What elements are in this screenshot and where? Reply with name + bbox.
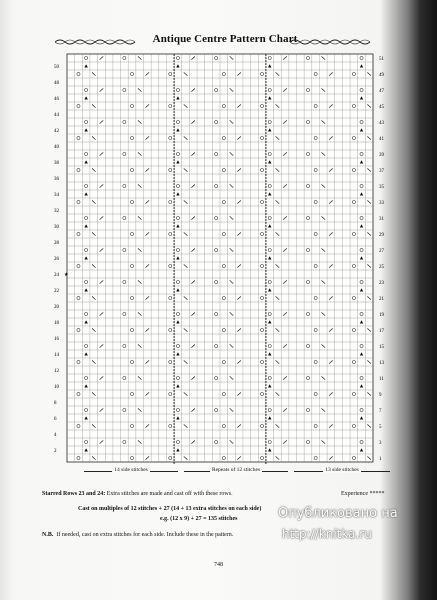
row-label-right: 3 (379, 441, 382, 446)
row-label-right: 5 (379, 425, 382, 430)
row-label-right: 51 (379, 57, 384, 62)
row-label-left: 24 (54, 273, 59, 278)
row-label-left: 6 (54, 417, 57, 422)
row-label-right: 33 (379, 201, 384, 206)
row-label-left: 10 (54, 385, 59, 390)
row-label-left: 32 (54, 209, 59, 214)
row-label-left: 42 (54, 129, 59, 134)
row-label-right: 31 (379, 217, 384, 222)
row-label-right: 35 (379, 185, 384, 190)
nb-note: N.B. If needed, cast on extra stitches for each side. Include these in the pattern. (42, 532, 234, 538)
row-label-right: 11 (379, 377, 384, 382)
row-label-right: 43 (379, 121, 384, 126)
row-label-left: 44 (54, 113, 59, 118)
row-label-right: 17 (379, 329, 384, 334)
row-label-right: 1 (379, 457, 382, 462)
row-label-left: 22 (54, 289, 59, 294)
stitch-range-indicators (84, 467, 394, 479)
cast-on-instruction: Cast on multiples of 12 stitches + 27 (14 + 13 extra stitches on each side) (78, 506, 262, 512)
row-label-left: 28 (54, 241, 59, 246)
row-label-right: 25 (379, 265, 384, 270)
knitting-chart-grid (53, 52, 403, 464)
row-label-left: 38 (54, 161, 59, 166)
row-label-left: 40 (54, 145, 59, 150)
row-label-right: 45 (379, 105, 384, 110)
row-label-right: 37 (379, 169, 384, 174)
row-label-right: 21 (379, 297, 384, 302)
row-label-right: 7 (379, 409, 382, 414)
watermark-line-1: Опубликовано на (278, 506, 398, 521)
left-side-range: 14 side stitches (114, 467, 148, 473)
row-label-left: 4 (54, 433, 57, 438)
row-label-left: 20 (54, 305, 59, 310)
knitting-chart (53, 52, 403, 469)
row-label-right: 23 (379, 281, 384, 286)
right-title-ornament (290, 38, 372, 46)
row-label-right: 39 (379, 153, 384, 158)
star-icon: ★ (64, 272, 69, 278)
row-label-left: 34 (54, 193, 59, 198)
row-label-right: 13 (379, 361, 384, 366)
row-label-left: 18 (54, 321, 59, 326)
row-label-left: 8 (54, 401, 57, 406)
row-label-left: 48 (54, 81, 59, 86)
page-number: 748 (214, 562, 223, 568)
row-label-left: 36 (54, 177, 59, 182)
starred-rows-note: Starred Rows 23 and 24: Extra stitches are made and cast off with these rows. (42, 491, 233, 497)
row-label-left: 12 (54, 369, 59, 374)
row-label-right: 47 (379, 89, 384, 94)
watermark-line-2: http://knitka.ru (282, 527, 372, 541)
row-label-right: 41 (379, 137, 384, 142)
right-side-range: 13 side stitches (325, 467, 359, 473)
row-label-right: 29 (379, 233, 384, 238)
row-label-right: 15 (379, 345, 384, 350)
row-label-left: 16 (54, 337, 59, 342)
row-label-left: 14 (54, 353, 59, 358)
row-label-left: 50 (54, 65, 59, 70)
row-label-left: 2 (54, 449, 57, 454)
row-label-left: 30 (54, 225, 59, 230)
chart-title: Antique Centre Pattern Chart (152, 33, 298, 45)
row-label-left: 26 (54, 257, 59, 262)
row-label-left: 46 (54, 97, 59, 102)
row-label-right: 19 (379, 313, 384, 318)
experience-rating: Experience ***** (341, 491, 385, 497)
cast-on-example: e.g. (12 x 9) + 27 = 135 stitches (160, 516, 238, 522)
row-label-right: 9 (379, 393, 382, 398)
repeat-range: Repeats of 12 stitches (211, 467, 261, 473)
row-label-right: 49 (379, 73, 384, 78)
row-label-right: 27 (379, 249, 384, 254)
